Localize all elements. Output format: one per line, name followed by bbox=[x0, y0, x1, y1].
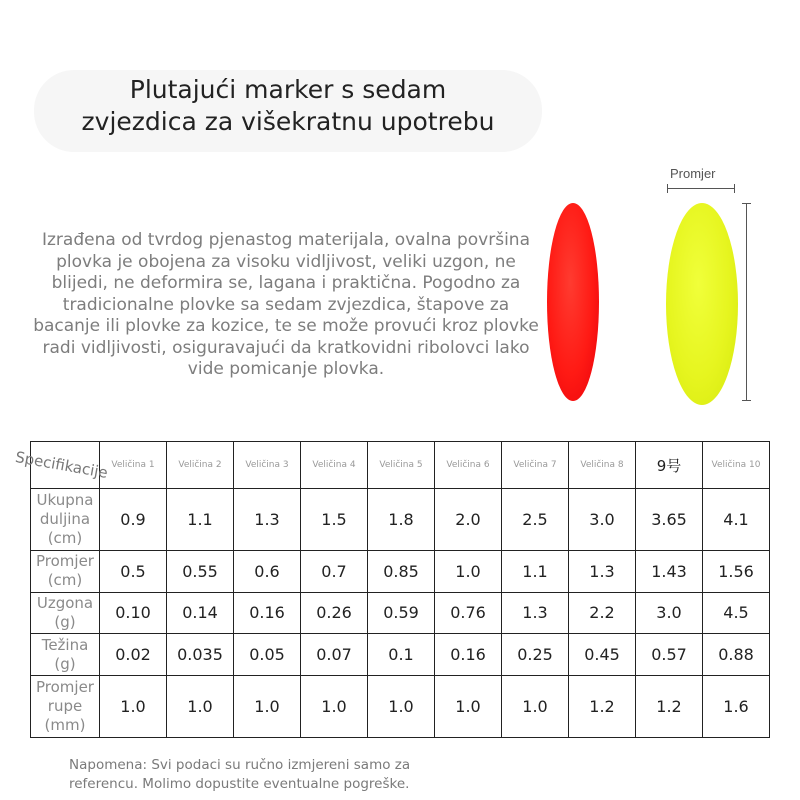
table-cell: 0.7 bbox=[301, 550, 368, 592]
table-row bbox=[31, 675, 770, 737]
table-cell: 0.05 bbox=[234, 634, 301, 676]
table-cell: 1.5 bbox=[301, 489, 368, 551]
diameter-label: Promjer bbox=[670, 166, 716, 181]
spec-corner-label: Specifikacije bbox=[13, 448, 110, 482]
size-header: Veličina 8 bbox=[569, 442, 636, 489]
table-cell: 2.0 bbox=[435, 489, 502, 551]
title-line-2: zvjezdica za višekratnu upotrebu bbox=[81, 107, 495, 136]
table-cell: 1.0 bbox=[167, 675, 234, 737]
size-header: 9号 bbox=[636, 442, 703, 489]
table-cell: 0.07 bbox=[301, 634, 368, 676]
diameter-dimension-line bbox=[667, 188, 735, 189]
size-header: Veličina 4 bbox=[301, 442, 368, 489]
table-cell: 1.0 bbox=[435, 675, 502, 737]
note-line-1: Napomena: Svi podaci su ručno izmjereni samo za bbox=[69, 757, 411, 773]
table-cell: 0.035 bbox=[167, 634, 234, 676]
table-cell: 1.1 bbox=[502, 550, 569, 592]
size-header: Veličina 6 bbox=[435, 442, 502, 489]
table-cell: 1.0 bbox=[502, 675, 569, 737]
table-cell: 4.5 bbox=[703, 592, 770, 634]
row-label: Uzgona (g) bbox=[31, 592, 100, 634]
table-cell: 1.43 bbox=[636, 550, 703, 592]
table-cell: 1.3 bbox=[234, 489, 301, 551]
size-header: Veličina 7 bbox=[502, 442, 569, 489]
table-cell: 0.6 bbox=[234, 550, 301, 592]
table-cell: 3.65 bbox=[636, 489, 703, 551]
table-cell: 1.0 bbox=[100, 675, 167, 737]
table-cell: 0.57 bbox=[636, 634, 703, 676]
size-header: Veličina 10 bbox=[703, 442, 770, 489]
table-cell: 0.10 bbox=[100, 592, 167, 634]
size-header: Veličina 3 bbox=[234, 442, 301, 489]
table-cell: 0.45 bbox=[569, 634, 636, 676]
row-label: Ukupna duljina (cm) bbox=[31, 489, 100, 551]
table-cell: 0.88 bbox=[703, 634, 770, 676]
table-cell: 0.9 bbox=[100, 489, 167, 551]
page-title bbox=[34, 74, 542, 138]
table-cell: 0.85 bbox=[368, 550, 435, 592]
table-cell: 1.3 bbox=[569, 550, 636, 592]
table-cell: 0.16 bbox=[435, 634, 502, 676]
table-cell: 0.5 bbox=[100, 550, 167, 592]
table-cell: 3.0 bbox=[569, 489, 636, 551]
size-header: Veličina 1 bbox=[100, 442, 167, 489]
table-cell: 4.1 bbox=[703, 489, 770, 551]
table-cell: 1.0 bbox=[234, 675, 301, 737]
spec-table bbox=[30, 441, 770, 738]
table-cell: 1.8 bbox=[368, 489, 435, 551]
red-float-image bbox=[547, 203, 599, 401]
row-label: Promjer rupe (mm) bbox=[31, 675, 100, 737]
row-label: Promjer (cm) bbox=[31, 550, 100, 592]
note-line-2: referencu. Molimo dopustite eventualne pogreške. bbox=[69, 776, 410, 792]
table-cell: 0.1 bbox=[368, 634, 435, 676]
size-header: Veličina 2 bbox=[167, 442, 234, 489]
table-cell: 0.55 bbox=[167, 550, 234, 592]
table-cell: 1.0 bbox=[368, 675, 435, 737]
table-cell: 1.0 bbox=[301, 675, 368, 737]
length-dimension-line bbox=[746, 203, 747, 401]
table-cell: 0.76 bbox=[435, 592, 502, 634]
table-row bbox=[31, 489, 770, 551]
disclaimer-note bbox=[69, 756, 489, 794]
table-row bbox=[31, 634, 770, 676]
table-cell: 1.1 bbox=[167, 489, 234, 551]
table-row bbox=[31, 592, 770, 634]
table-cell: 0.26 bbox=[301, 592, 368, 634]
table-cell: 1.3 bbox=[502, 592, 569, 634]
table-cell: 2.5 bbox=[502, 489, 569, 551]
table-cell: 3.0 bbox=[636, 592, 703, 634]
table-cell: 1.56 bbox=[703, 550, 770, 592]
table-cell: 1.2 bbox=[636, 675, 703, 737]
table-cell: 0.14 bbox=[167, 592, 234, 634]
table-cell: 0.16 bbox=[234, 592, 301, 634]
header-row bbox=[31, 442, 770, 489]
table-cell: 1.0 bbox=[435, 550, 502, 592]
table-row bbox=[31, 550, 770, 592]
row-label: Težina (g) bbox=[31, 634, 100, 676]
yellow-float-image bbox=[666, 203, 738, 405]
table-cell: 1.6 bbox=[703, 675, 770, 737]
table-cell: 0.25 bbox=[502, 634, 569, 676]
table-cell: 0.02 bbox=[100, 634, 167, 676]
size-header: Veličina 5 bbox=[368, 442, 435, 489]
table-cell: 2.2 bbox=[569, 592, 636, 634]
title-line-1: Plutajući marker s sedam bbox=[129, 75, 447, 104]
table-cell: 0.59 bbox=[368, 592, 435, 634]
table-cell: 1.2 bbox=[569, 675, 636, 737]
product-description: Izrađena od tvrdog pjenastog materijala, ovalna površina plovka je obojena za visoku vidljivost, veliki uzgon, ne blijedi, ne deformira se, lagana i praktična. Pogodno za tradicionalne plovke sa sedam zvjezdica, štapove za bacanje ili plovke za kozice, te se može provući kroz plovke radi vidljivosti, osiguravajući da kratkovidni ribolovci lako vide pomicanje plovka. bbox=[33, 230, 539, 379]
